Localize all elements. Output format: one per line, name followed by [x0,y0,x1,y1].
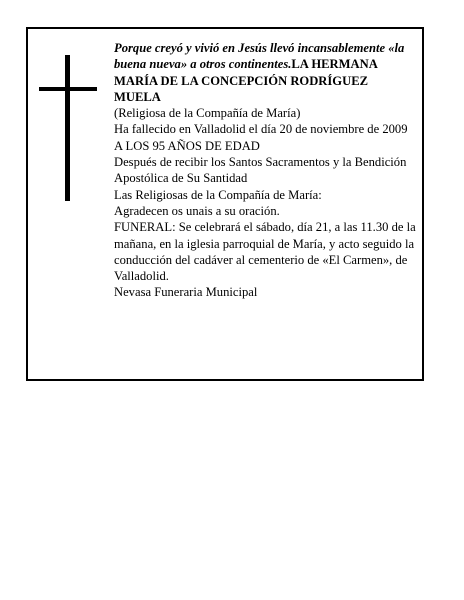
funeral-home: Nevasa Funeraria Municipal [114,285,258,300]
mourners-line: Las Religiosas de la Compañía de María: [114,187,322,202]
cross-icon [39,55,97,201]
prayer-request: Agradecen os unais a su oración. [114,203,280,218]
sacraments-line: Después de recibir los Santos Sacramentos y la Bendición Apostólica de Su Santidad [114,155,407,186]
cross-vertical-bar [65,55,70,201]
death-date: Ha fallecido en Valladolid el día 20 de noviembre de 2009 [114,122,408,137]
epitaph-quote: Porque creyó y vivió en Jesús llevó incansablemente «la buena nueva» a otros continentes. [114,41,405,72]
age-at-death: A LOS 95 AÑOS DE EDAD [114,138,260,153]
deceased-name: LA HERMANA MARÍA DE LA CONCEPCIÓN RODRÍGUEZ MUELA [114,57,378,104]
religious-order: (Religiosa de la Compañía de María) [114,106,301,121]
obituary-notice [26,27,424,381]
obituary-text [114,40,416,301]
obituary-heading [114,40,416,105]
cross-horizontal-bar [39,87,97,91]
funeral-details: FUNERAL: Se celebrará el sábado, día 21, a las 11.30 de la mañana, en la iglesia parroquial de María, y acto seguido la conducción del cadáver al cementerio de «El Carmen», de Valladolid. [114,220,416,284]
